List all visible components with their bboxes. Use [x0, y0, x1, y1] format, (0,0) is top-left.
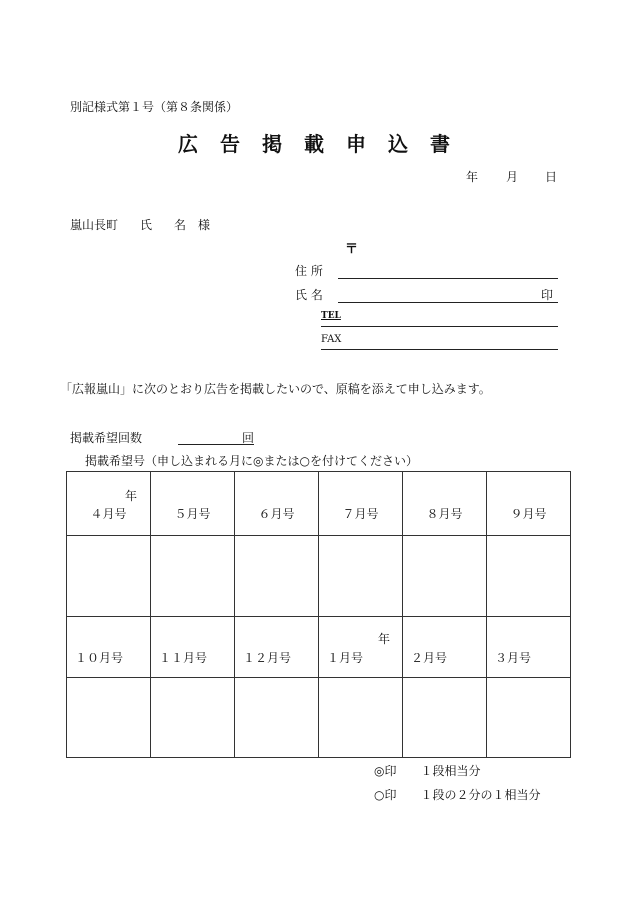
- issue-mark-cell-nov[interactable]: [151, 678, 235, 758]
- issue-header-cell: [319, 472, 403, 536]
- tel-field[interactable]: [321, 310, 558, 327]
- count-input[interactable]: [178, 429, 242, 445]
- issue-header-cell: [403, 617, 487, 678]
- legend-double-circle-mark: ◎印: [374, 764, 397, 778]
- issue-header-cell: [67, 617, 151, 678]
- month-label-sep: ９月号: [510, 507, 547, 521]
- issue-header-cell: [235, 617, 319, 678]
- postal-mark: 〒: [345, 242, 359, 257]
- issue-mark-cell-oct[interactable]: [67, 678, 151, 758]
- issue-mark-cell-sep[interactable]: [487, 536, 571, 617]
- legend-circle-desc: １段の２分の１相当分: [420, 788, 541, 802]
- addressee-town: 嵐山長町: [70, 218, 119, 232]
- issue-header-cell: [403, 472, 487, 536]
- month-label-nov: １１月号: [159, 651, 208, 665]
- issue-mark-cell-jun[interactable]: [235, 536, 319, 617]
- page-title: 広告掲載申込書: [178, 132, 472, 156]
- form-number-label: 別記様式第１号（第８条関係）: [70, 100, 239, 114]
- date-day-label: 日: [545, 170, 558, 184]
- date-month-label: 月: [506, 170, 519, 184]
- fax-field[interactable]: [321, 333, 558, 350]
- issue-mark-cell-mar[interactable]: [487, 678, 571, 758]
- year-mark: 年: [125, 489, 138, 503]
- issue-mark-cell-jul[interactable]: [319, 536, 403, 617]
- address-label: 住 所: [295, 264, 323, 278]
- month-label-aug: ８月号: [426, 507, 463, 521]
- year-mark: 年: [378, 632, 391, 646]
- legend-circle: [374, 786, 541, 803]
- month-label-oct: １０月号: [75, 651, 124, 665]
- seal-mark: 印: [541, 288, 554, 302]
- legend-double-circle: [374, 762, 481, 779]
- tel-label: TEL: [321, 311, 341, 321]
- addressee-name-suffix: 名: [174, 218, 187, 232]
- addressee-name-prefix: 氏: [140, 218, 153, 232]
- date-year-label: 年: [466, 170, 479, 184]
- month-label-may: ５月号: [174, 507, 211, 521]
- issue-header-row-2: [67, 617, 571, 678]
- legend-circle-mark: ○印: [374, 788, 397, 802]
- issue-header-cell: [487, 472, 571, 536]
- count-unit: 回: [242, 431, 255, 445]
- issue-header-cell: [151, 472, 235, 536]
- month-label-feb: ２月号: [411, 651, 448, 665]
- issue-mark-cell-feb[interactable]: [403, 678, 487, 758]
- month-label-dec: １２月号: [243, 651, 292, 665]
- issue-mark-cell-may[interactable]: [151, 536, 235, 617]
- applicant-name-field[interactable]: [338, 286, 558, 303]
- issue-header-cell: [487, 617, 571, 678]
- month-label-jun: ６月号: [258, 507, 295, 521]
- issue-header-cell: [151, 617, 235, 678]
- issue-mark-cell-dec[interactable]: [235, 678, 319, 758]
- month-label-mar: ３月号: [495, 651, 532, 665]
- address-field[interactable]: [338, 262, 558, 279]
- addressee-honorific: 様: [198, 218, 211, 232]
- issue-header-cell: [319, 617, 403, 678]
- issue-header-cell: [67, 472, 151, 536]
- issue-mark-row-1: [67, 536, 571, 617]
- issue-header-cell: [235, 472, 319, 536]
- issue-mark-row-2: [67, 678, 571, 758]
- issue-mark-cell-apr[interactable]: [67, 536, 151, 617]
- issue-header-row-1: [67, 472, 571, 536]
- fax-label: FAX: [321, 334, 342, 345]
- addressee: [70, 216, 210, 233]
- issue-selection-label: 掲載希望号（申し込まれる月に◎または○を付けてください）: [85, 454, 418, 468]
- issue-table: [66, 471, 571, 758]
- count-label: 掲載希望回数: [70, 431, 143, 445]
- month-label-apr: ４月号: [90, 507, 127, 521]
- applicant-name-label: 氏 名: [295, 288, 323, 302]
- issue-mark-cell-jan[interactable]: [319, 678, 403, 758]
- month-label-jan: １月号: [327, 651, 364, 665]
- declaration-text: 「広報嵐山」に次のとおり広告を掲載したいので、原稿を添えて申し込みます。: [60, 382, 491, 396]
- issue-mark-cell-aug[interactable]: [403, 536, 487, 617]
- legend-double-circle-desc: １段相当分: [420, 764, 481, 778]
- month-label-jul: ７月号: [342, 507, 379, 521]
